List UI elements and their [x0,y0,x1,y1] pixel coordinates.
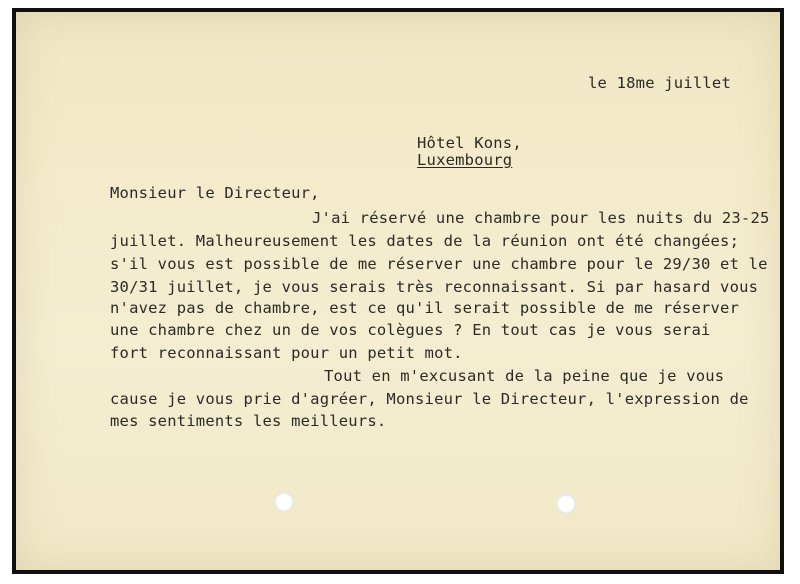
paragraph1-line: n'avez pas de chambre, est ce qu'il serait possible de me réserver [110,299,740,317]
paragraph2-line: mes sentiments les meilleurs. [110,412,387,430]
recipient-city: Luxembourg [417,151,513,169]
paragraph1-line: une chambre chez un de vos colègues ? En tout cas je vous serai [110,321,711,339]
recipient-hotel: Hôtel Kons, [417,134,522,152]
salutation: Monsieur le Directeur, [110,184,320,202]
paragraph1-line: juillet. Malheureusement les dates de la réunion ont été changées; [110,232,740,250]
punch-hole [274,492,294,512]
paragraph2-line: cause je vous prie d'agréer, Monsieur le Directeur, l'expression de [110,390,749,408]
punch-hole [556,494,576,514]
paragraph1-line: 30/31 juillet, je vous serais très reconnaissant. Si par hasard vous [110,278,759,296]
paragraph1-line: J'ai réservé une chambre pour les nuits du 23-25 [312,209,770,227]
letter-date: le 18me juillet [588,74,731,92]
paragraph1-line: fort reconnaissant pour un petit mot. [110,344,463,362]
paragraph2-line: Tout en m'excusant de la peine que je vous [324,367,725,385]
paragraph1-line: s'il vous est possible de me réserver une chambre pour le 29/30 et le [110,255,768,273]
